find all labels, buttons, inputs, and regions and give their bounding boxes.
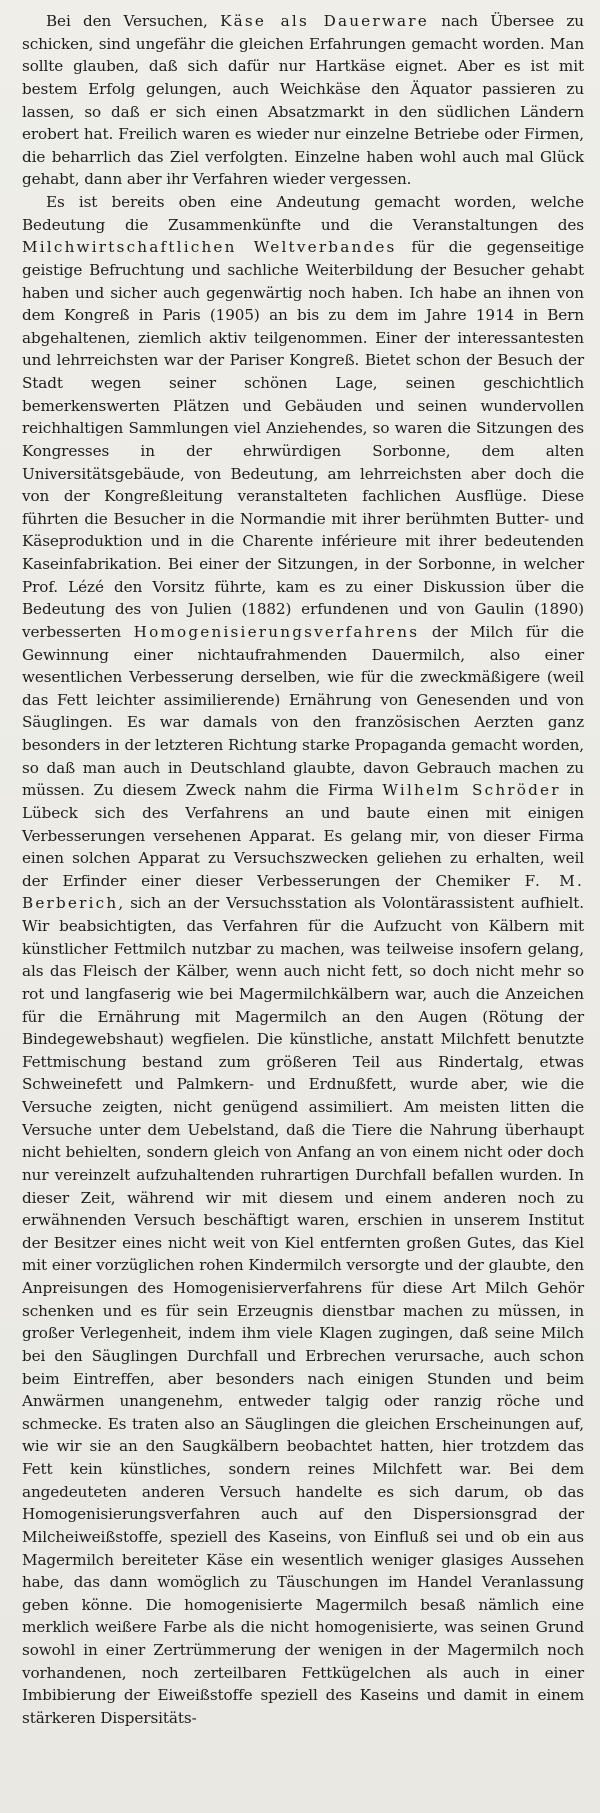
text-column [22,10,584,1730]
text-run: in Lübeck sich des Verfahrens an und baute einen mit einigen Verbesserungen versehenen Apparat. Es gelang mir, von dieser Firma einen solchen Apparat zu Versuchszwecken geliehen zu erhalten, weil der Erfinder einer dieser Verbesserungen der Chemiker [22,781,584,890]
paragraph-cheese-export [22,10,584,191]
emphasis-wilhelm-schroeder: Wilhelm Schröder [382,781,561,800]
text-run: , sich an der Versuchsstation als Volontärassistent aufhielt. Wir beabsichtigten, das Verfahren für die Aufzucht von Kälbern mit künstlicher Fettmilch nutzbar zu machen, was teilweise insofern gelang, als das Fleisch der Kälber, wenn auch nicht fett, so doch nicht mehr so rot und langfaserig wie bei Magermilchkälbern war, auch die Anzeichen für die Ernährung mit Magermilch an den Augen (Rötung der Bindegewebshaut) wegfielen. Die künstliche, anstatt Milchfett benutzte Fettmischung bestand zum größeren Teil aus Rindertalg, etwas Schweinefett und Palmkern- und Erdnußfett, wurde aber, wie die Versuche zeigten, nicht genügend assimiliert. Am meisten litten die Versuche unter dem Uebelstand, daß die Tiere die Nahrung überhaupt nicht behielten, sondern gleich von Anfang an von einem nicht oder doch nur vereinzelt aufzuhaltenden ruhrartigen Durchfall befallen wurden. In dieser Zeit, während wir mit diesem und einem anderen noch zu erwähnenden Versuch beschäftigt waren, erschien in unserem Institut der Besitzer eines nicht weit von Kiel entfernten großen Gutes, das Kiel mit einer vorzüglichen rohen Kindermilch versorgte und der glaubte, den Anpreisungen des Homogenisierverfahrens für diese Art Milch Gehör schenken und es für sein Erzeugnis dienstbar machen zu müssen, in großer Verlegenheit, indem ihm viele Klagen zugingen, daß seine Milch bei den Säuglingen Durchfall und Erbrechen verursache, auch schon beim Eintreffen, aber besonders nach einigen Stunden und beim Anwärmen unangenehm, entweder talgig oder ranzig röche und schmecke. Es traten also an Säuglingen die gleichen Erscheinungen auf, wie wir sie an den Saugkälbern beobachtet hatten, hier trotzdem das Fett kein künstliches, sondern reines Milchfett war. Bei dem angedeuteten anderen Versuch handelte es sich darum, ob das Homogenisierungsverfahren auch auf den Dispersionsgrad der Milcheiweißstoffe, speziell des Kaseins, von Einfluß sei und ob ein aus Magermilch bereiteter Käse ein wesentlich weniger glasiges Aussehen habe, das dann womöglich zu Täuschungen im Handel Veranlassung geben könne. Die homogenisierte Magermilch besaß nämlich eine merklich weißere Farbe als die nicht homogenisierte, was seinen Grund sowohl in einer Zertrümmerung der wenigen in der Magermilch noch vorhandenen, noch zerteilbaren Fettkügelchen als auch in einer Imbibierung der Eiweißstoffe speziell des Kaseins und damit in einem stärkeren Dispersitäts- [22,894,584,1727]
paragraph-weltverband-congress [22,191,584,1730]
text-run: für die gegenseitige geistige Befruchtung und sachliche Weiterbildung der Besucher gehabt haben und sicher auch gegenwärtig noch haben. Ich habe an ihnen von dem Kongreß in Paris (1905) an bis zu dem im Jahre 1914 in Bern abgehaltenen, ziemlich aktiv teilgenommen. Einer der interessantesten und lehrreichsten war der Pariser Kongreß. Bietet schon der Besuch der Stadt wegen seiner schönen Lage, seinen geschichtlich bemerkenswerten Plätzen und Gebäuden und seinen wundervollen reichhaltigen Sammlungen viel Anziehendes, so waren die Sitzungen des Kongresses in der ehrwürdigen Sorbonne, dem alten Universitätsgebäude, von Bedeutung, am lehrreichsten aber doch die von der Kongreßleitung veranstalteten fachlichen Ausflüge. Diese führten die Besucher in die Normandie mit ihrer berühmten Butter- und Käseproduktion und in die Charente inférieure mit ihrer bedeutenden Kaseinfabrikation. Bei einer der Sitzungen, in der Sorbonne, in welcher Prof. Lézé den Vorsitz führte, kam es zu einer Diskussion über die Bedeutung des von Julien (1882) erfundenen und von Gaulin (1890) verbesserten [22,238,585,641]
emphasis-weltverband: Milchwirtschaftlichen Weltverbandes [22,238,397,257]
text-run: Es ist bereits oben eine Andeutung gemacht worden, welche Bedeutung die Zusammenkünfte und die Veranstaltungen des [22,193,584,234]
text-run: nach Übersee zu schicken, sind ungefähr die gleichen Erfahrungen gemacht worden. Man sollte glauben, daß sich dafür nur Hartkäse eignet. Aber es ist mit bestem Erfolg gelungen, auch Weichkäse den Äquator passieren zu lassen, so daß er sich einen Absatzmarkt in den südlichen Ländern erobert hat. Freilich waren es wieder nur einzelne Betriebe oder Firmen, die beharrlich das Ziel verfolgten. Einzelne haben wohl auch mal Glück gehabt, dann aber ihr Verfahren wieder vergessen. [22,12,584,189]
emphasis-berberich: F. M. Berberich [22,871,584,913]
emphasis-kaese-als-dauerware: Käse als Dauerware [220,12,429,30]
text-run: der Milch für die Gewinnung einer nichtaufrahmenden Dauermilch, also einer wesentlichen Verbesserung derselben, wie für die zweckmäßigere (weil das Fett leichter assimilierende) Ernährung von Genesenden und von Säuglingen. Es war damals von den französischen Aerzten ganz besonders in der letzteren Richtung starke Propaganda gemacht worden, so daß man auch in Deutschland glaubte, davon Gebrauch machen zu müssen. Zu diesem Zweck nahm die Firma [22,622,584,800]
emphasis-homogenisierungsverfahren: Homogenisierungsverfahrens [133,622,420,641]
text-run: Bei den Versuchen, [46,12,221,30]
